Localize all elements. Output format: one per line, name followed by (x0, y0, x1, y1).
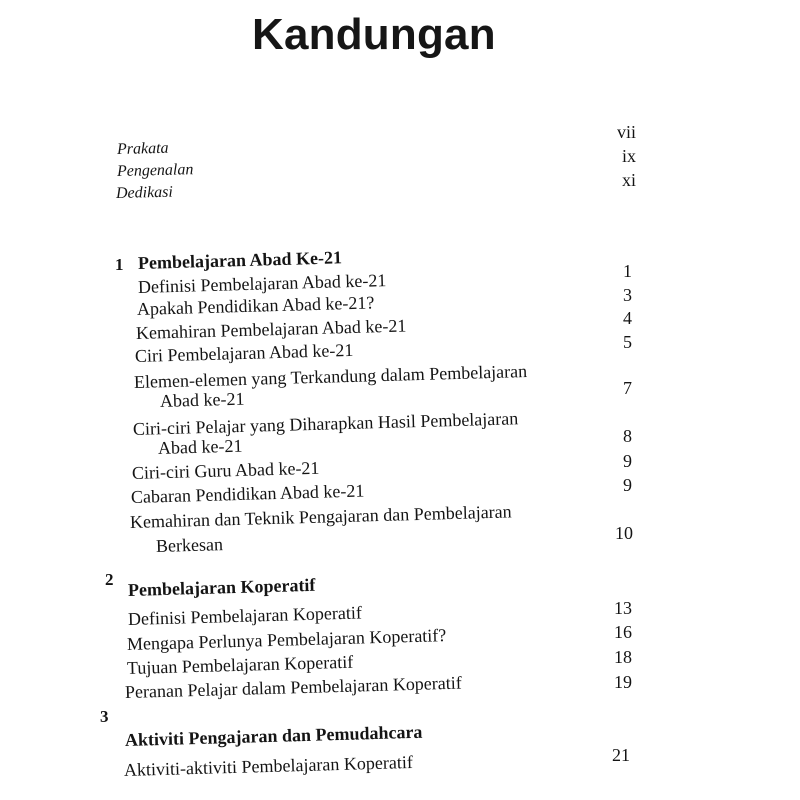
chapter-number: 3 (100, 707, 109, 726)
front-matter-label: Prakata (116, 139, 169, 158)
toc-entry-continuation: Abad ke-21 (157, 435, 243, 458)
toc-entry-continuation: Abad ke-21 (159, 388, 245, 411)
chapter-number: 2 (105, 570, 114, 589)
chapter-number: 1 (115, 255, 124, 274)
page-number: 19 (614, 672, 632, 692)
page-number: 10 (615, 523, 633, 543)
page-number: xi (621, 170, 636, 190)
page-number: 1 (623, 261, 632, 281)
toc-entry: Definisi Pembelajaran Abad ke-21 (137, 270, 387, 297)
page-number: 9 (623, 475, 632, 495)
page-title: Kandungan (252, 10, 496, 59)
toc-entry: Tujuan Pembelajaran Koperatif (126, 651, 354, 678)
page-number: 18 (614, 647, 632, 667)
chapter-title: Aktiviti Pengajaran dan Pemudahcara (124, 721, 423, 750)
page-number: 8 (623, 426, 632, 446)
toc-entry: Ciri-ciri Guru Abad ke-21 (131, 457, 320, 483)
toc-entry: Elemen-elemen yang Terkandung dalam Pembelajaran (133, 361, 528, 392)
toc-entry: Kemahiran dan Teknik Pengajaran dan Pembelajaran (129, 501, 512, 532)
page-number: vii (616, 122, 636, 142)
page-number: 3 (623, 285, 632, 305)
page-number: 4 (623, 308, 632, 328)
toc-entry-continuation: Berkesan (155, 534, 224, 556)
toc-entry: Kemahiran Pembelajaran Abad ke-21 (135, 315, 407, 343)
toc-entry: Aktiviti-aktiviti Pembelajaran Koperatif (123, 751, 414, 780)
page-number: 16 (614, 622, 632, 642)
toc-entry: Cabaran Pendidikan Abad ke-21 (130, 480, 365, 507)
toc-entry: Peranan Pelajar dalam Pembelajaran Koperatif (124, 672, 463, 702)
page-number: 7 (623, 378, 632, 398)
toc-entry: Definisi Pembelajaran Koperatif (127, 602, 363, 629)
front-matter-label: Dedikasi (115, 183, 174, 202)
page-number: 5 (623, 332, 632, 352)
toc-entry: Apakah Pendidikan Abad ke-21? (136, 292, 375, 319)
page-number: ix (621, 146, 636, 166)
page-number: 13 (614, 598, 632, 618)
page-number: 21 (612, 745, 630, 765)
chapter-title: Pembelajaran Abad Ke-21 (137, 247, 343, 273)
page-number: 9 (623, 451, 632, 471)
toc-entry: Ciri Pembelajaran Abad ke-21 (134, 339, 354, 366)
chapter-title: Pembelajaran Koperatif (127, 574, 316, 600)
toc-entry: Ciri-ciri Pelajar yang Diharapkan Hasil Pembelajaran (132, 408, 519, 439)
front-matter-label: Pengenalan (116, 161, 194, 180)
toc-entry: Mengapa Perlunya Pembelajaran Koperatif? (126, 625, 447, 654)
